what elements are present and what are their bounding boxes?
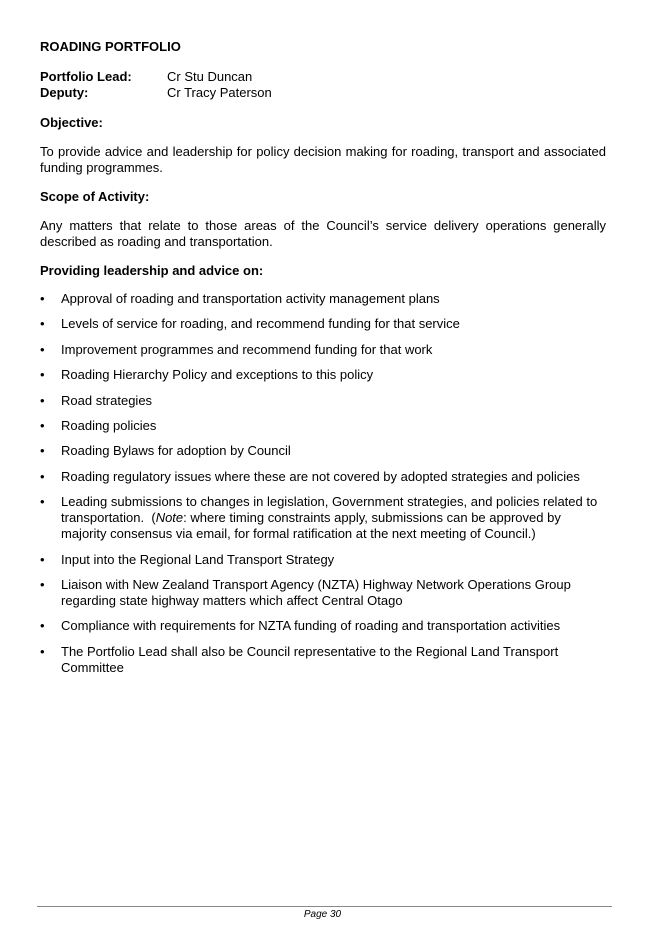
portfolio-lead-label: Portfolio Lead: xyxy=(40,69,132,84)
submissions-item: Leading submissions to changes in legislation, Government strategies, and policies related to transportation. (Note: where timing constraints apply, submissions can be approved by majority consensus via email, for formal ratification at the next meeting of Council.) xyxy=(61,494,598,542)
list-item: • Compliance with requirements for NZTA funding of roading and transportation activities xyxy=(40,618,561,634)
list-item: • Improvement programmes and recommend funding for that work xyxy=(40,341,433,357)
objective-heading: Objective: xyxy=(40,115,103,130)
bullet-icon: • xyxy=(40,316,45,332)
bullet-icon: • xyxy=(40,576,45,592)
list-item: • Levels of service for roading, and recommend funding for that service xyxy=(40,316,460,332)
leadership-list xyxy=(40,291,606,685)
list-item: • Approval of roading and transportation activity management plans xyxy=(40,291,440,306)
deputy-row xyxy=(40,85,272,101)
objective-text: To provide advice and leadership for policy decision making for roading, transport and associated funding programmes. xyxy=(40,144,606,175)
providing-heading: Providing leadership and advice on: xyxy=(40,263,264,278)
portfolio-lead-value: Cr Stu Duncan xyxy=(167,69,253,84)
note-label: Note xyxy=(155,510,184,526)
note-text: : where timing constraints apply, submissions can be approved by majority consensus via email, for formal ratification at the next meeting of Council.) xyxy=(61,510,561,542)
footer-divider xyxy=(37,906,612,907)
scope-text: Any matters that relate to those areas of the Council’s service delivery operations generally described as roading and transportation. xyxy=(40,218,606,249)
bullet-icon: • xyxy=(40,618,45,634)
bullet-icon: • xyxy=(40,341,45,357)
bullet-icon: • xyxy=(40,551,45,567)
page-number: Page 30 xyxy=(303,909,342,920)
list-item: • Roading Bylaws for adoption by Council xyxy=(40,443,291,459)
bullet-icon: • xyxy=(40,494,45,510)
list-item: • Roading policies xyxy=(40,417,157,433)
portfolio-lead-row xyxy=(40,69,272,85)
list-item: • Roading regulatory issues where these are not covered by adopted strategies and policies xyxy=(40,468,580,484)
bullet-icon: • xyxy=(40,291,45,306)
bullet-icon: • xyxy=(40,392,45,408)
list-item: • Roading Hierarchy Policy and exceptions to this policy xyxy=(40,367,374,383)
list-item: • Road strategies xyxy=(40,392,153,408)
list-item: • Input into the Regional Land Transport Strategy xyxy=(40,551,335,567)
bullet-icon: • xyxy=(40,417,45,433)
bullet-icon: • xyxy=(40,468,45,484)
list-item: • The Portfolio Lead shall also be Council representative to the Regional Land Transport Committee xyxy=(40,643,559,675)
list-item xyxy=(40,494,606,542)
bullet-icon: • xyxy=(40,643,45,659)
bullet-icon: • xyxy=(40,443,45,459)
deputy-label: Deputy: xyxy=(40,85,89,100)
scope-heading: Scope of Activity: xyxy=(40,189,150,204)
portfolio-lead-table xyxy=(40,69,272,101)
list-item: • Liaison with New Zealand Transport Agency (NZTA) Highway Network Operations Group regarding state highway matters which affect Central Otago xyxy=(40,576,571,608)
page-title: ROADING PORTFOLIO xyxy=(40,39,181,54)
bullet-icon: • xyxy=(40,367,45,383)
deputy-value: Cr Tracy Paterson xyxy=(167,85,272,100)
